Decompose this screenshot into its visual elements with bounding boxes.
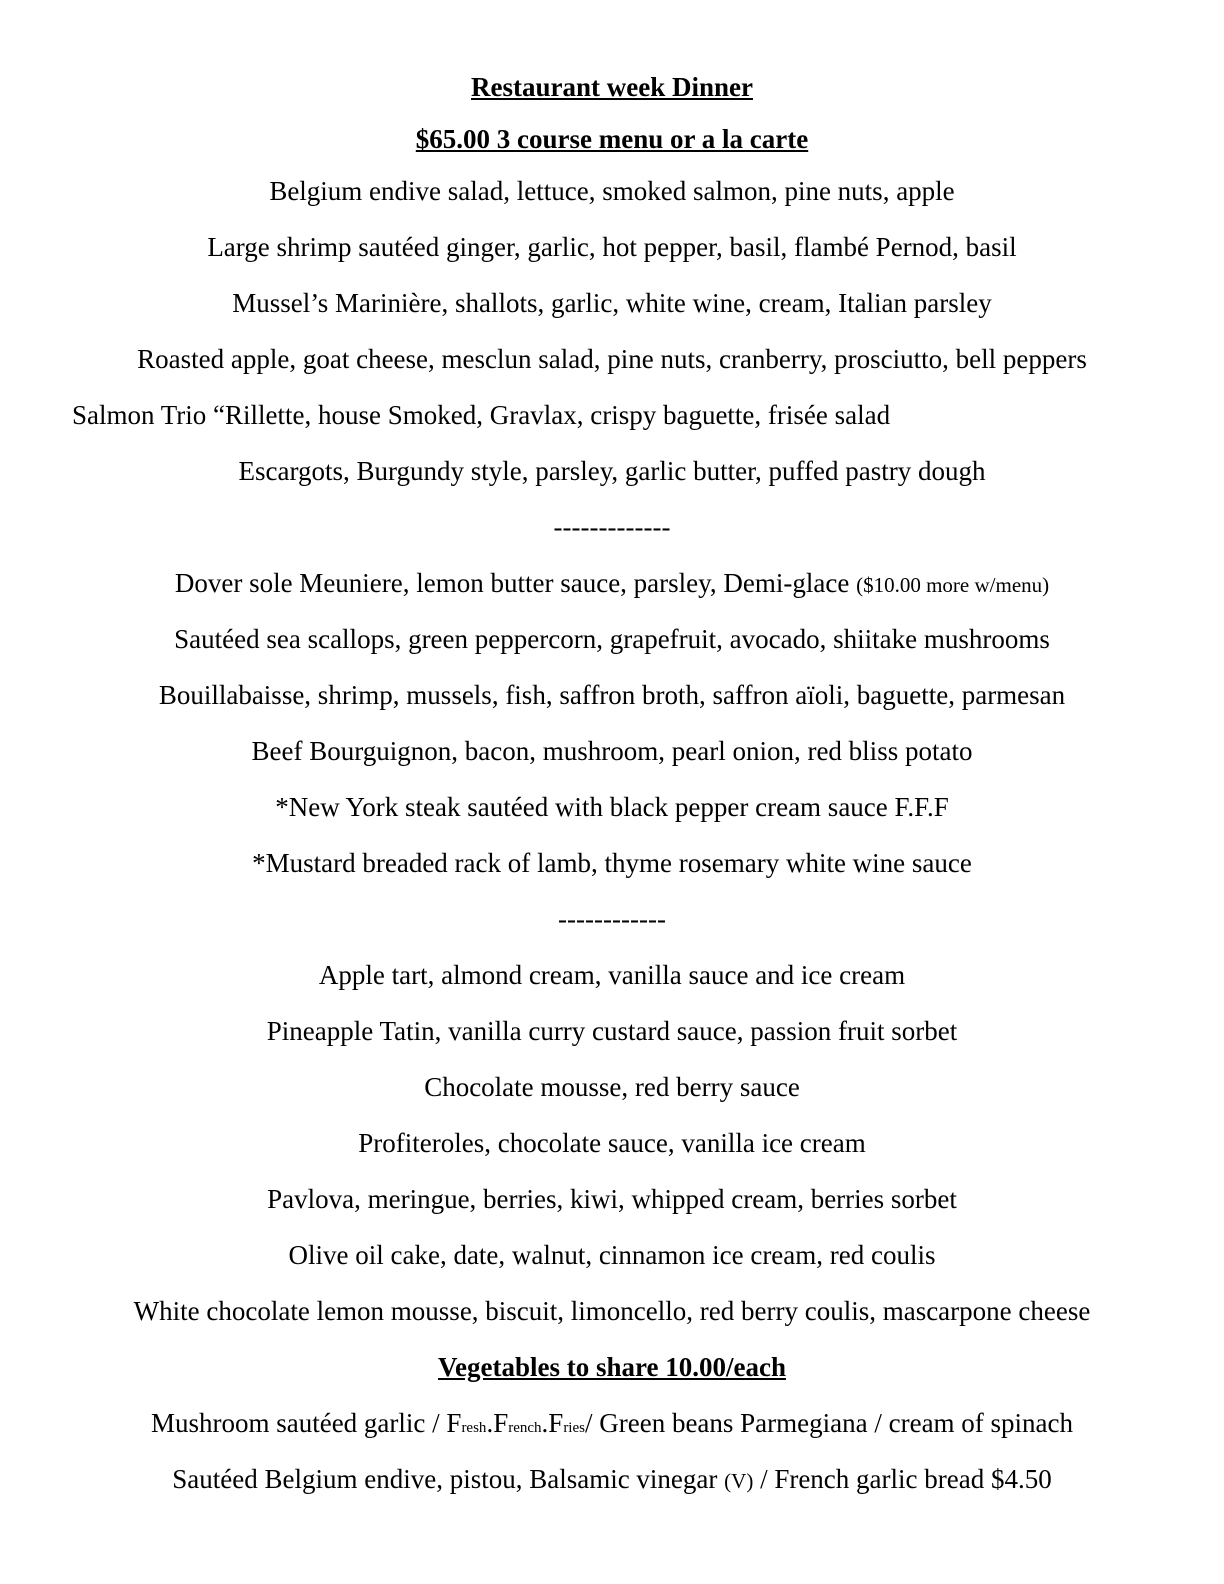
fries-dot: . [486, 1408, 494, 1438]
fries-word: rench [508, 1420, 542, 1436]
vegetables-text: / Green beans Parmegiana / cream of spinach [584, 1408, 1074, 1438]
main-item: Beef Bourguignon, bacon, mushroom, pearl onion, red bliss potato [251, 736, 973, 766]
dessert-item: Pavlova, meringue, berries, kiwi, whipped cream, berries sorbet [267, 1184, 957, 1214]
vegetables-heading: Vegetables to share 10.00/each [438, 1352, 786, 1382]
starter-item: Mussel’s Marinière, shallots, garlic, white wine, cream, Italian parsley [232, 288, 992, 318]
main-item: *New York steak sautéed with black pepper cream sauce F.F.F [275, 792, 949, 822]
dessert-item: Chocolate mousse, red berry sauce [424, 1072, 800, 1102]
vegetables-text: Sautéed Belgium endive, pistou, Balsamic vinegar [172, 1464, 725, 1494]
fries-initial: F [446, 1408, 462, 1438]
price-subtitle: $65.00 3 course menu or a la carte [415, 124, 809, 154]
dessert-item: White chocolate lemon mousse, biscuit, limoncello, red berry coulis, mascarpone cheese [133, 1296, 1091, 1326]
fries-initial: F [493, 1408, 509, 1438]
page-title: Restaurant week Dinner [471, 72, 753, 102]
starter-item: Escargots, Burgundy style, parsley, garlic butter, puffed pastry dough [238, 456, 986, 486]
section-divider: ------------- [553, 512, 671, 542]
main-item: *Mustard breaded rack of lamb, thyme rosemary white wine sauce [252, 848, 972, 878]
dessert-item: Apple tart, almond cream, vanilla sauce and ice cream [318, 960, 906, 990]
vegetables-text: / French garlic bread $4.50 [753, 1464, 1052, 1494]
dessert-item: Olive oil cake, date, walnut, cinnamon ice cream, red coulis [288, 1240, 936, 1270]
vegetables-line-2 [0, 1462, 1224, 1498]
fries-initial: F [548, 1408, 564, 1438]
starter-item: Large shrimp sautéed ginger, garlic, hot pepper, basil, flambé Pernod, basil [207, 232, 1017, 262]
main-item-dover-sole [0, 566, 1224, 602]
vegetables-line-1 [0, 1406, 1224, 1445]
section-divider: ------------ [558, 904, 666, 934]
vegetarian-mark: (V) [724, 1469, 754, 1493]
fries-word: ries [563, 1420, 585, 1436]
fries-dot: . [541, 1408, 549, 1438]
dessert-item: Pineapple Tatin, vanilla curry custard sauce, passion fruit sorbet [266, 1016, 958, 1046]
vegetables-text: Mushroom sautéed garlic / [150, 1408, 447, 1438]
price-note: ($10.00 more w/menu) [856, 573, 1050, 597]
starter-item: Roasted apple, goat cheese, mesclun salad, pine nuts, cranberry, prosciutto, bell peppers [137, 344, 1087, 374]
main-item: Sautéed sea scallops, green peppercorn, grapefruit, avocado, shiitake mushrooms [174, 624, 1050, 654]
dessert-item: Profiteroles, chocolate sauce, vanilla ice cream [358, 1128, 866, 1158]
fries-word: resh [461, 1420, 487, 1436]
starter-item: Salmon Trio “Rillette, house Smoked, Gravlax, crispy baguette, frisée salad [72, 400, 891, 430]
main-item-text: Dover sole Meuniere, lemon butter sauce, parsley, Demi-glace [174, 568, 850, 598]
main-item: Bouillabaisse, shrimp, mussels, fish, saffron broth, saffron aïoli, baguette, parmesan [158, 680, 1066, 710]
starter-item: Belgium endive salad, lettuce, smoked salmon, pine nuts, apple [269, 176, 955, 206]
